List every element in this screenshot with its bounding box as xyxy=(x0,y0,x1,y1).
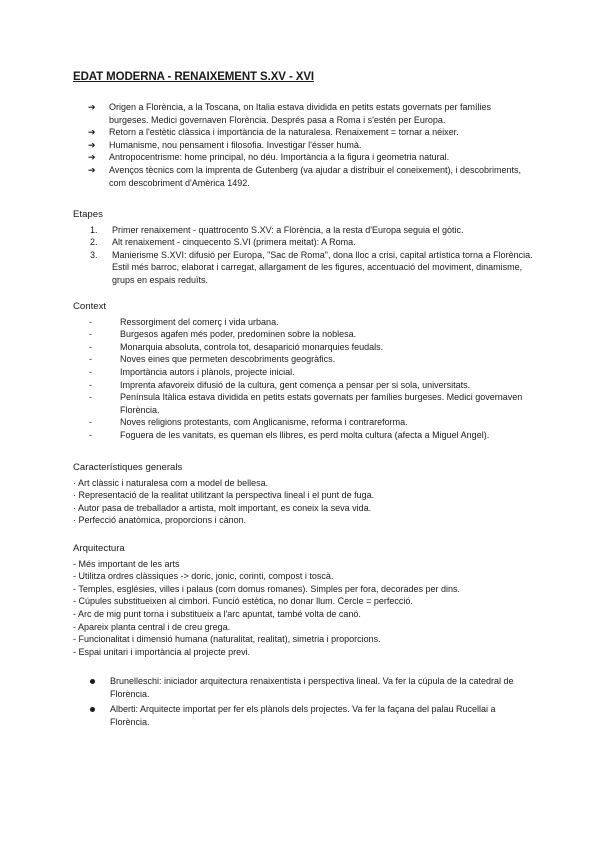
arrow-icon: ➔ xyxy=(88,139,96,150)
list-item: - Burgesos agafen més poder, predominen sobre la noblesa. xyxy=(89,329,357,340)
list-item: - Apareix planta central i de creu grega. xyxy=(73,621,231,632)
list-item: 3. Manierisme S.XVI: difusió per Europa, "Sac de Roma", dona lloc a crisi, capital artística torna a Florència. Estil més barroc, elaborat i carregat, allargament de les figures, accentuació del moviment, dinamisme, grups en espais reduïts. xyxy=(90,249,533,285)
list-item: · Perfecció anatòmica, proporcions i cànon. xyxy=(73,515,247,526)
arrow-icon: ➔ xyxy=(88,102,96,112)
arrow-icon: ➔ xyxy=(88,127,96,138)
list-item: - Noves religions protestants, com Anglicanisme, reforma i contrareforma. xyxy=(89,417,408,428)
section-heading: Característiques generals xyxy=(73,462,183,473)
list-item: - Temples, esglésies, villes i palaus (com domus romanes). Simples per fora, decorades per dins. xyxy=(73,583,460,594)
list-item: - Arc de mig punt torna i substitueix a l'arc apuntat, també volta de canó. xyxy=(73,608,361,619)
caracteristiques-section xyxy=(73,462,533,527)
intro-item: ➔ Avenços tècnics com la imprenta de Gutenberg (va ajudar a distribuir el coneixement), i descobriments, com descobriment d'Amèrica 1492. xyxy=(88,164,522,188)
arrow-icon: ➔ xyxy=(88,164,96,175)
list-item: - Monarquia absoluta, controla tot, desaparició monarquies feudals. xyxy=(89,341,384,352)
bullet-icon xyxy=(90,707,95,712)
section-heading: Arquitectura xyxy=(73,543,125,554)
list-item: - Espai unitari i importància al projecte previ. xyxy=(73,646,251,657)
list-item: - Imprenta afavoreix difusió de la cultura, gent comença a pensar per si sola, universitats. xyxy=(89,379,471,390)
bullet-icon xyxy=(90,679,95,684)
list-item: - Utilitza ordres clàssiques -> doric, jonic, corinti, compost i toscà. xyxy=(73,571,334,582)
list-item: 2. Alt renaixement - cinquecento S.VI (primera meitat): A Roma. xyxy=(90,237,356,248)
list-item: - Península Itàlica estava dividida en petits estats governats per famílies burgeses. Medici governaven Florència. xyxy=(89,392,523,415)
etapes-section xyxy=(73,209,533,287)
list-item: - Foguera de les vanitats, es queman els llibres, es perd molta cultura (afecta a Miguel Angel). xyxy=(89,429,490,440)
intro-list xyxy=(88,101,528,189)
arquitectura-section xyxy=(73,543,533,658)
intro-item: ➔ Origen a Florència, a la Toscana, on Italia estava dividida en petits estats governats per famílies burgeses. Medici governaven Florència. Després pasa a Roma i s'estén per Europa. xyxy=(88,102,492,125)
list-item: Alberti: Arquitecte importat per fer els plànols dels projectes. Va fer la façana del palau Rucellai a Florència. xyxy=(89,703,519,728)
list-item: · Autor pasa de treballador a artista, molt important, es coneix la seva vida. xyxy=(73,502,372,513)
intro-item: ➔ Retorn a l'estètic clàssica i importància de la naturalesa. Renaixement = tornar a néixer. xyxy=(88,127,459,138)
list-item: Brunelleschi: iniciador arquitectura renaixentista i perspectiva lineal. Va fer la cúpula de la catedral de Florència. xyxy=(89,675,519,700)
context-section xyxy=(73,301,533,442)
list-item: 1. Primer renaixement - quattrocento S.XV: a Florència, a la resta d'Europa seguia el gòtic. xyxy=(90,224,464,235)
document-title: EDAT MODERNA - RENAIXEMENT S.XV - XVI xyxy=(73,71,315,83)
list-item: - Cúpules substitueixen al cimbori. Funció estètica, no donar llum. Cercle = perfecció. xyxy=(73,596,413,607)
list-item: - Més important de les arts xyxy=(73,558,180,569)
list-item: - Ressorgiment del comerç i vida urbana. xyxy=(89,316,279,327)
intro-item: ➔ Antropocentrisme: home principal, no déu. Importància a la figura i geometria natural. xyxy=(88,152,450,163)
architects-list xyxy=(89,675,519,731)
arrow-icon: ➔ xyxy=(88,152,96,163)
section-heading: Etapes xyxy=(73,209,103,220)
intro-item: ➔ Humanisme, nou pensament i filosofia. Investigar l'ésser humà. xyxy=(88,139,362,150)
section-heading: Context xyxy=(73,301,107,312)
list-item: · Art clàssic i naturalesa com a model de bellesa. xyxy=(73,477,269,488)
list-item: - Funcionalitat i dimensió humana (naturalitat, realitat), simetria i proporcions. xyxy=(73,634,381,645)
list-item: · Representació de la realitat utilitzant la perspectiva lineal i el punt de fuga. xyxy=(73,490,375,501)
list-item: - Noves eines que permeten descobriments geogràfics. xyxy=(89,354,336,365)
list-item: - Importància autors i plànols, projecte inicial. xyxy=(89,366,295,377)
